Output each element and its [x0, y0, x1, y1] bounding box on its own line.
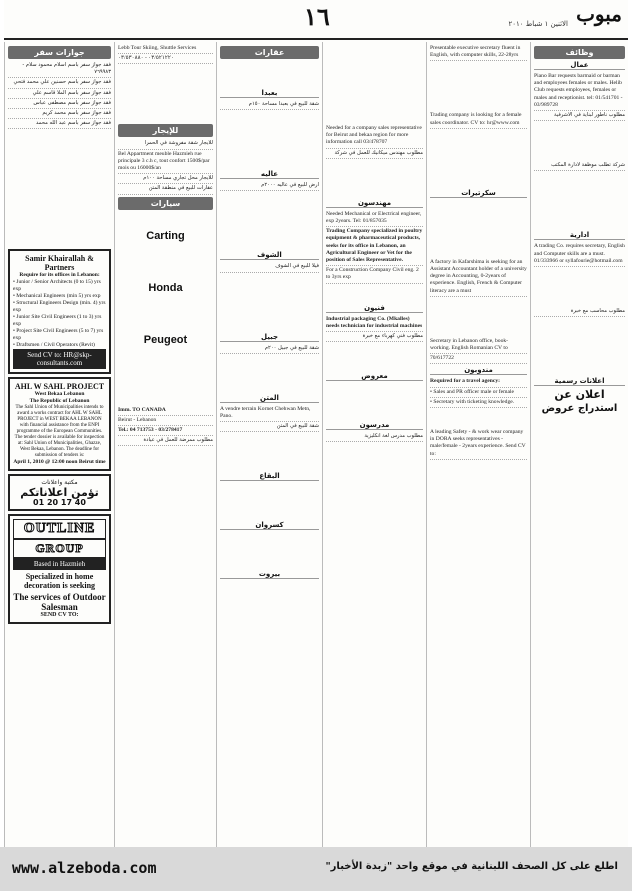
- ahl-project-box: [8, 377, 111, 471]
- subsection: بيروت: [220, 570, 319, 579]
- outline-send: SEND CV TO:: [40, 612, 79, 619]
- list-item: شقة للبيع في المتن: [220, 422, 319, 432]
- list-item: ٠٣/٥٢١٢٢٠ - ٠٣/٥٣٠٨٨٠: [118, 54, 213, 64]
- page-number: ١٦: [304, 2, 330, 31]
- official-title: اعلان عن: [554, 388, 605, 402]
- peugeot-heading: Peugeot: [143, 333, 188, 346]
- list-item: للايجار شقة مفروشة في الحمرا: [118, 139, 213, 149]
- list-item: فيلا للبيع في الشوف: [220, 262, 319, 272]
- list-item: Required for a travel agency:: [430, 377, 527, 387]
- ahl-deadline: April 1, 2010 @ 12:00 noon Beirut time: [13, 459, 106, 466]
- subsection: اعلانات رسمية: [534, 377, 625, 386]
- subsection: بعبدا: [220, 89, 319, 98]
- column-1: [4, 42, 114, 847]
- subsection: مهندسون: [326, 199, 423, 208]
- page-header: [4, 0, 628, 40]
- list-item: Tel.: 04 713753 - 03/278417: [118, 426, 213, 436]
- newspaper-page: [4, 0, 628, 891]
- list-item: مطلوب ممرضة للعمل في عيادة: [118, 436, 213, 446]
- recruit-line: • Draftsmen / Civil Operators (Revit): [13, 342, 95, 349]
- recruit-line: • Mechanical Engineers (min 5) yrs exp: [13, 293, 101, 300]
- list-item: شقة للبيع في بعبدا مساحة ١٥٠م: [220, 100, 319, 110]
- ahl-line1: West Bekaa Lebanon: [34, 391, 85, 398]
- subsection: معروض: [326, 372, 423, 381]
- list-item: مطلوب مهندس ميكانيك للعمل في شركة: [326, 149, 423, 159]
- subsection: مدرسون: [326, 421, 423, 430]
- subsection: ادارية: [534, 231, 625, 240]
- masthead: مبوب: [576, 2, 622, 26]
- issue-date: الاثنين ١ شباط ٢٠١٠: [508, 20, 568, 28]
- list-item: Trading company is looking for a female sales coordinator. CV to: hr@www.com: [430, 111, 527, 128]
- footer-slogan: اطلع على كل الصحف اللبنانية في موقع واحد "زبدة الأخبار": [325, 861, 618, 872]
- list-item: Needed Mechanical or Electrical engineer, exp 2years. Tel: 01/857035: [326, 210, 423, 227]
- list-item: Lebb Tour Skiing, Shuttle Services: [118, 44, 213, 54]
- list-item: مطلوب محاسب مع خبرة: [534, 307, 625, 317]
- list-item: شقة للبيع في جبيل ٢٠٠م: [220, 344, 319, 354]
- list-item: شركة تطلب موظفة لادارة المكتب: [534, 161, 625, 171]
- section-passports: جوازات سفر: [8, 46, 111, 59]
- list-item: Presentable executive secretary fluent in English, with computer skills, 22-28yrs: [430, 44, 527, 61]
- recruit-title: Samir Khairallah & Partners: [25, 254, 94, 273]
- list-item: Secretary in Lebanon office, book-working. English Romanian CV to: [430, 337, 527, 354]
- list-item: فقد جواز سفر باسم حسنين علي محمد فتحي: [8, 78, 111, 88]
- list-item: Imm. TO CANADA: [118, 406, 213, 416]
- promo-line2: تؤمن اعلاناتكم: [20, 486, 99, 500]
- column-3: [216, 42, 322, 847]
- list-item: A trading Co. requires secretary, English and Computer skills are a must. 01/333966 or syllafourie@hotmail.com: [534, 242, 625, 267]
- promo-line1: مكتبة واعلانات: [41, 479, 78, 487]
- recruit-send: Send CV to: HR@skp-consultants.com: [13, 349, 106, 369]
- list-item: فقد جواز سفر باسم الملا قاسم علي: [8, 89, 111, 99]
- recruit-line: • Project Site Civil Engineers (5 to 7) yrs exp: [13, 328, 104, 342]
- subsection: عمال: [534, 61, 625, 70]
- list-item: Piano Bar requests barmaid or barman and employees females or males. Helib Club requests employees, females or males and receptionist. tel: 01/541701 - 03/989728: [534, 72, 625, 111]
- list-item: Bel Appartment meuble Hazmieh rue principale 3 c.h c, tout confort 1500$/par mois ou 16000$/an: [118, 150, 213, 175]
- section-real-estate: عقارات: [220, 46, 319, 59]
- recruit-subtitle: Require for its offices in Lebanon:: [19, 272, 100, 279]
- list-item: فقد جواز سفر باسم محمد كريم: [8, 109, 111, 119]
- list-item: A vendre terrain Kornet Chehwan Metn, Pano.: [220, 405, 319, 422]
- list-item: فقد جواز سفر باسم عبد الله محمد: [8, 119, 111, 129]
- list-item: فقد جواز سفر باسم مصطفى عباس: [8, 99, 111, 109]
- list-item: For a Construction Company Civil eng. 2 to 3yrs exp: [326, 266, 423, 283]
- list-item: ارض للبيع في عاليه ٢٠٠٠م: [220, 181, 319, 191]
- section-cars: سيارات: [118, 197, 213, 210]
- list-item: Needed for a company sales representative for Beirut and bekaa region for more information call 03/478707: [326, 124, 423, 149]
- subsection: جبيل: [220, 333, 319, 342]
- outline-group-box: [8, 514, 111, 624]
- outline-based: Based in Hazmieh: [13, 558, 106, 570]
- subsection: البقاع: [220, 472, 319, 481]
- promo-box: [8, 474, 111, 511]
- list-item: مطلوب فني كهرباء مع خبرة: [326, 332, 423, 342]
- list-item: Industrial packaging Co. (Mkalles) needs technician for industrial machines: [326, 315, 423, 332]
- subsection: الشوف: [220, 251, 319, 260]
- column-5: [426, 42, 530, 847]
- subsection: مندوبون: [430, 366, 527, 375]
- list-item: مطلوب مدرس لغة انكليزية: [326, 432, 423, 442]
- list-item: عقارات للبيع في منطقة المتن: [118, 184, 213, 194]
- list-item: A factory in Kafarshima is seeking for an Assistant Accountant holder of a university degree in Accounting, 0-2years of experience. English, French & Computer literacy are a must: [430, 258, 527, 297]
- list-item: • Secretary with ticketing knowledge.: [430, 398, 527, 408]
- outline-title2: GROUP: [13, 539, 106, 558]
- official-sub: استدراج عروض: [541, 403, 618, 415]
- section-jobs: وظائف: [534, 46, 625, 59]
- subsection: فنيون: [326, 304, 423, 313]
- list-item: Trading Company specialized in poultry equipment & pharmaceutical products, seeks for its office in Lebanon, an Agricultural Engineer or Vet for the position of Sales Representative.: [326, 227, 423, 266]
- recruit-line: • Structural Engineers Design (min. 4) yrs exp: [13, 300, 106, 314]
- list-item: فقد جواز سفر باسم اسلام محمود سلام - ٧٦٩٩٨٣: [8, 61, 111, 78]
- subsection: عاليه: [220, 170, 319, 179]
- site-footer: [0, 847, 632, 891]
- footer-url[interactable]: www.alzeboda.com: [12, 859, 157, 877]
- list-item: • Sales and PR officer male or female: [430, 388, 527, 398]
- outline-services: The services of Outdoor Salesman: [13, 592, 106, 613]
- list-item: للايجار محل تجاري مساحة ١٠٠م: [118, 174, 213, 184]
- ahl-body: The Sahl Union of Municipalities intends to award a works contract for AHL W SAHL PROJECT in WEST BEKAA LEBANON with financial assistance from the ENPI programme of the European Communities. The tender dossier is available for inspection at: Sahl Union of Municipalities, Ghazze, West Bekaa, Lebanon. The deadline for submission of tenders is:: [14, 405, 105, 459]
- subsection: سكرتيرات: [430, 189, 527, 198]
- column-4: [322, 42, 426, 847]
- outline-title: OUTLINE: [13, 519, 106, 539]
- column-6: [530, 42, 628, 847]
- ahl-line2: The Republic of Lebanon: [29, 398, 90, 405]
- outline-specialized: Specialized in home decoration is seeking: [23, 572, 96, 591]
- subsection: كسروان: [220, 521, 319, 530]
- promo-phone: 01 20 17 40: [33, 498, 86, 508]
- list-item: مطلوب ناطور لبناية في الاشرفية: [534, 111, 625, 121]
- list-item: 70/617722: [430, 354, 527, 364]
- section-rent: للإيجار: [118, 124, 213, 137]
- recruit-line: • Junior / Senior Architects (0 to 15) yrs exp: [13, 279, 101, 293]
- list-item: A leading Safety - & work wear company in DORA seeks representatives - male/female - 2years experience. Send CV to:: [430, 428, 527, 460]
- subsection: المتن: [220, 394, 319, 403]
- carting-heading: Carting: [146, 229, 185, 242]
- recruit-box: [8, 249, 111, 374]
- list-item: Beirut - Lebanon: [118, 416, 213, 426]
- column-2: [114, 42, 216, 847]
- honda-heading: Honda: [148, 281, 183, 294]
- recruit-line: • Junior Site Civil Engineers (1 to 3) yrs exp: [13, 314, 102, 328]
- ahl-title: AHL W SAHL PROJECT: [14, 382, 105, 392]
